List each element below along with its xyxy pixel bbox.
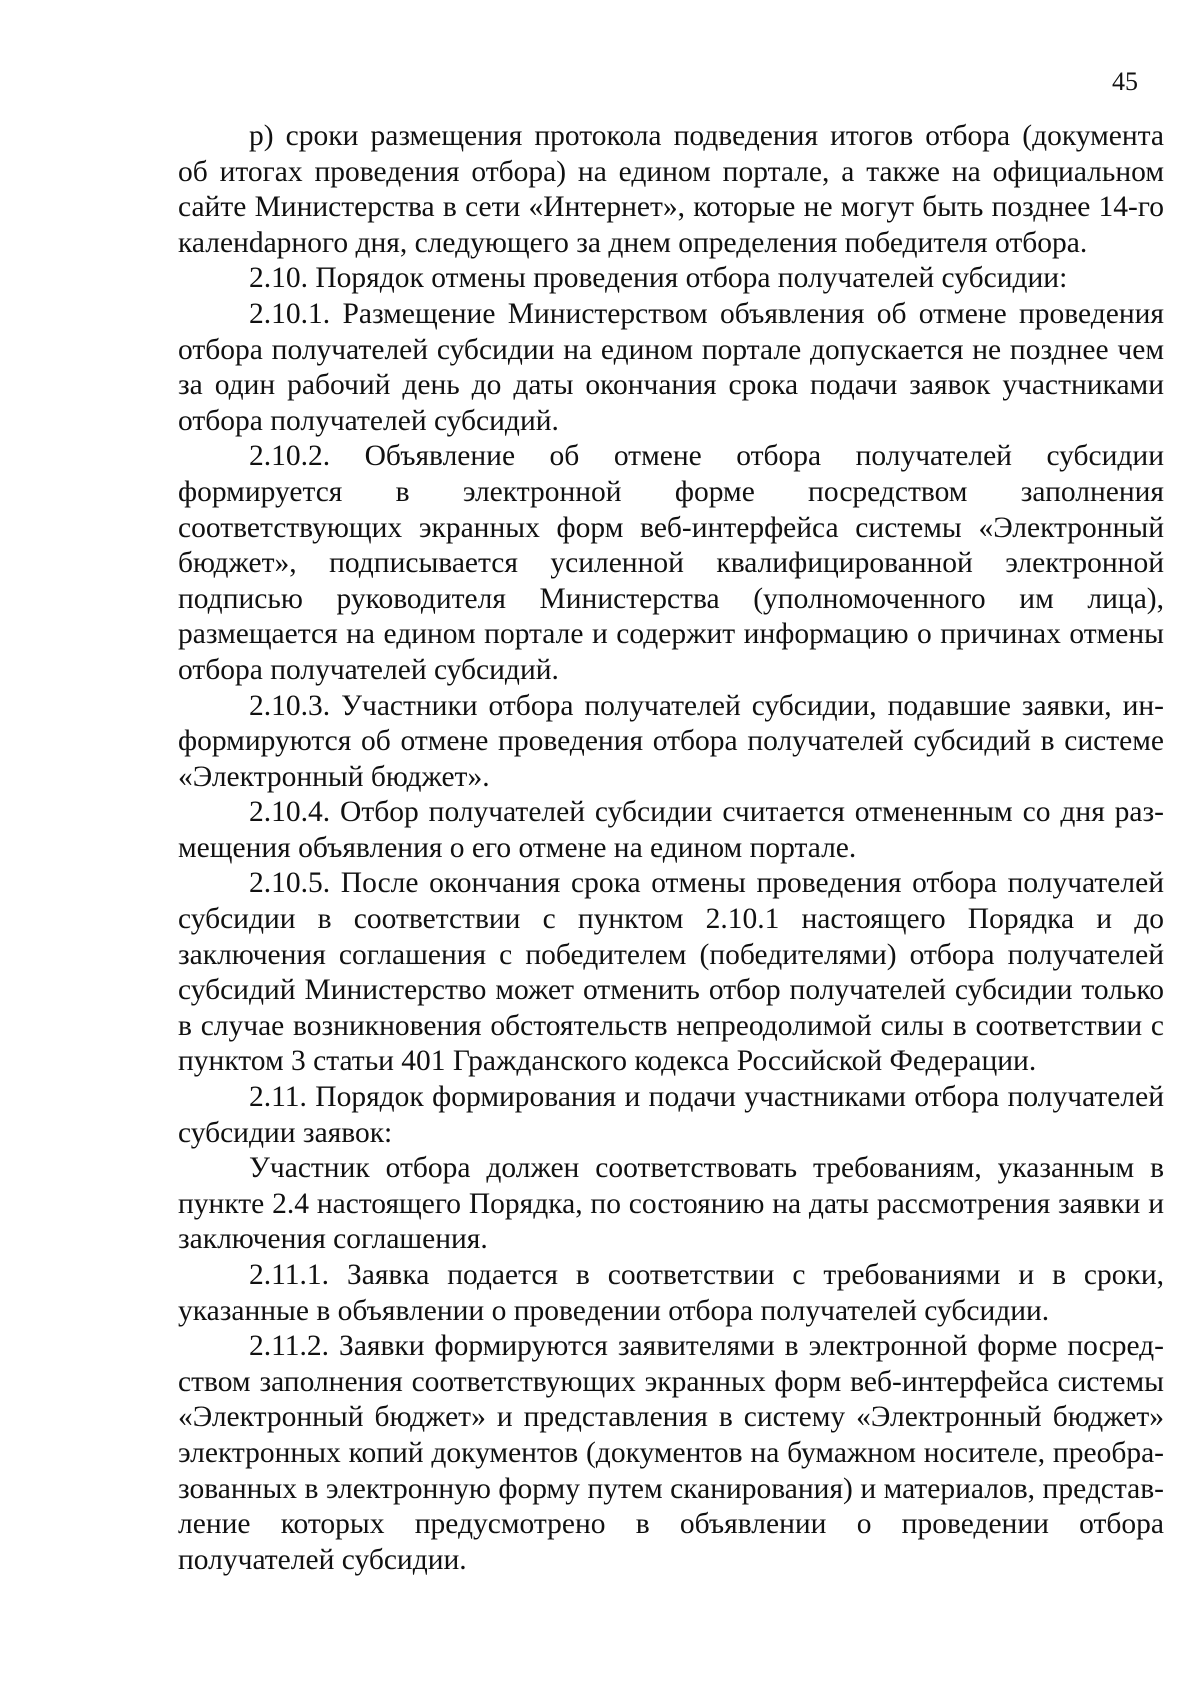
page-number: 45	[1112, 67, 1138, 96]
paragraph-2-10-1: 2.10.1. Размещение Министерством объявления об отмене проведения отбора получателей субсидии на едином портале допускается не позднее чем за один рабочий день до даты окончания срока подачи заявок участниками отбора получателей субсидий.	[178, 297, 1164, 437]
paragraph-2-11-2: 2.11.2. Заявки формируются заявителями в электронной форме посредством заполнения соответствующих экранных форм веб-интерфейса системы «Электронный бюджет» и представления в систему «Электронный бюджет» электронных копий документов (документов на бумажном носителе, преобразованных в электронную форму путем сканирования) и материалов, представление которых предусмотрено в объявлении о проведении отбора получателей субсидии.	[178, 1330, 1164, 1576]
paragraph-2-10-4: 2.10.4. Отбор получателей субсидии считается отмененным со дня размещения объявления о его отмене на едином портале.	[178, 796, 1164, 864]
paragraph-2-11-heading: 2.11. Порядок формирования и подачи участниками отбора получателей субсидии заявок:	[178, 1081, 1164, 1149]
document-body	[178, 119, 1164, 1578]
paragraph-2-10-5: 2.10.5. После окончания срока отмены проведения отбора получателей субсидии в соответствии с пунктом 2.10.1 настоящего Порядка и до заключения соглашения с победителем (победителями) отбора получателей субсидий Министерство может отменить отбор получателей субсидии только в случае возникновения обстоятельств непреодолимой силы в соответствии с пунктом 3 статьи 401 Гражданского кодекса Российской Федерации.	[178, 867, 1164, 1078]
paragraph-participant-requirements: Участник отбора должен соответствовать требованиям, указанным в пункте 2.4 настоящего Порядка, по состоянию на даты рассмотрения заявки и заключения соглашения.	[178, 1152, 1164, 1256]
paragraph-2-11-1: 2.11.1. Заявка подается в соответствии с требованиями и в сроки, указанные в объявлении о проведении отбора получателей субсидии.	[178, 1259, 1164, 1327]
paragraph-2-10-2: 2.10.2. Объявление об отмене отбора получателей субсидии формируется в электронной форме посредством заполнения соответствующих экранных форм веб-интерфейса системы «Электронный бюджет», подписывается усиленной квалифицированной электронной подписью руководителя Министерства (уполномоченного им лица), размещается на едином портале и содержит информацию о причинах отмены отбора получателей субсидий.	[178, 440, 1164, 686]
paragraph-2-10-heading: 2.10. Порядок отмены проведения отбора получателей субсидии:	[249, 262, 1068, 295]
paragraph-r-protocol-deadline: р) сроки размещения протокола подведения итогов отбора (документа об итогах проведения отбора) на едином портале, а также на официальном сайте Министерства в сети «Интернет», которые не могут быть позднее 14-го каленdарного дня, следующего за днем определения победителя отбора.	[178, 120, 1164, 259]
paragraph-2-10-3: 2.10.3. Участники отбора получателей субсидии, подавшие заявки, информируются об отмене проведения отбора получателей субсидий в системе «Электронный бюджет».	[178, 689, 1164, 793]
